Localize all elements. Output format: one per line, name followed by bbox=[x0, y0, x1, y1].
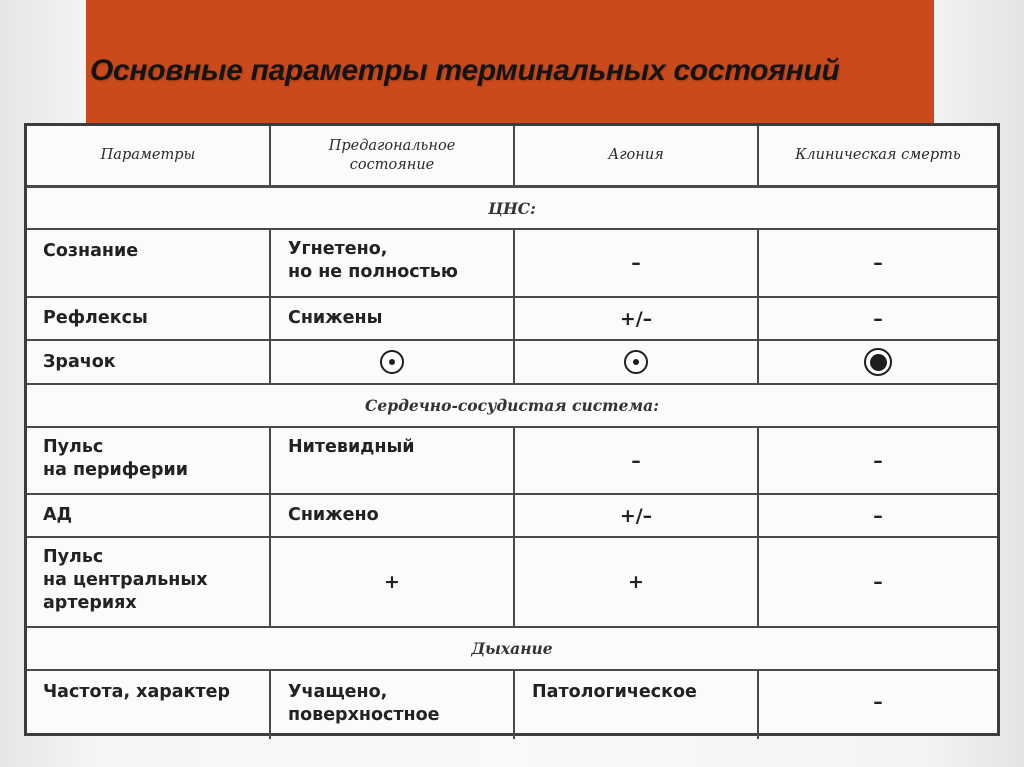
cell-consciousness-agony: – bbox=[631, 252, 641, 274]
cell-reflexes-preagonal: Снижены bbox=[288, 308, 383, 328]
title-banner bbox=[86, 0, 934, 125]
row-label-blood-pressure: АД bbox=[43, 505, 73, 525]
cell-rate-character-preagonal: Учащено, поверхностное bbox=[288, 682, 440, 725]
cell-blood-pressure-agony: +/– bbox=[619, 504, 653, 527]
cell-pupil-agony bbox=[515, 341, 757, 383]
row-label-consciousness: Сознание bbox=[43, 241, 139, 261]
cell-peripheral-pulse-agony: – bbox=[631, 449, 641, 472]
cell-peripheral-pulse-clinical-death: – bbox=[873, 449, 883, 472]
cell-pupil-clinical-death bbox=[759, 341, 997, 383]
header-parameters: Параметры bbox=[100, 147, 196, 163]
header-agony: Агония bbox=[608, 147, 664, 163]
header-preagonal: Предагональное состояние bbox=[328, 137, 456, 173]
pupil-constricted-icon bbox=[624, 350, 648, 374]
cell-reflexes-agony: +/– bbox=[619, 307, 653, 330]
cell-central-pulse-preagonal: + bbox=[384, 571, 400, 593]
cell-consciousness-preagonal: Угнетено, но не полностью bbox=[288, 239, 458, 282]
cell-blood-pressure-clinical-death: – bbox=[873, 504, 883, 527]
row-label-central-pulse: Пульс на центральных артериях bbox=[43, 547, 208, 613]
pupil-dilated-icon bbox=[864, 348, 892, 376]
cell-reflexes-clinical-death: – bbox=[873, 307, 883, 330]
cell-rate-character-clinical-death: – bbox=[873, 691, 883, 713]
row-label-pupil: Зрачок bbox=[43, 351, 116, 372]
section-cns: ЦНС: bbox=[488, 198, 536, 218]
cell-consciousness-clinical-death: – bbox=[873, 252, 883, 274]
slide-title: Основные параметры терминальных состояний bbox=[90, 54, 840, 87]
cell-central-pulse-clinical-death: – bbox=[873, 571, 883, 593]
row-label-rate-character: Частота, характер bbox=[43, 682, 231, 702]
cell-blood-pressure-preagonal: Снижено bbox=[288, 505, 379, 525]
cell-pupil-preagonal bbox=[271, 341, 513, 383]
row-label-reflexes: Рефлексы bbox=[43, 308, 148, 328]
cell-peripheral-pulse-preagonal: Нитевидный bbox=[288, 437, 415, 457]
cell-central-pulse-agony: + bbox=[628, 571, 644, 593]
cell-rate-character-agony: Патологическое bbox=[532, 682, 697, 702]
section-breathing: Дыхание bbox=[471, 639, 553, 658]
pupil-constricted-icon bbox=[380, 350, 404, 374]
section-cardiovascular: Сердечно-сосудистая система: bbox=[365, 396, 659, 415]
row-label-peripheral-pulse: Пульс на периферии bbox=[43, 437, 189, 480]
header-clinical-death: Клиническая смерть bbox=[795, 147, 961, 163]
terminal-states-table bbox=[24, 123, 1000, 736]
